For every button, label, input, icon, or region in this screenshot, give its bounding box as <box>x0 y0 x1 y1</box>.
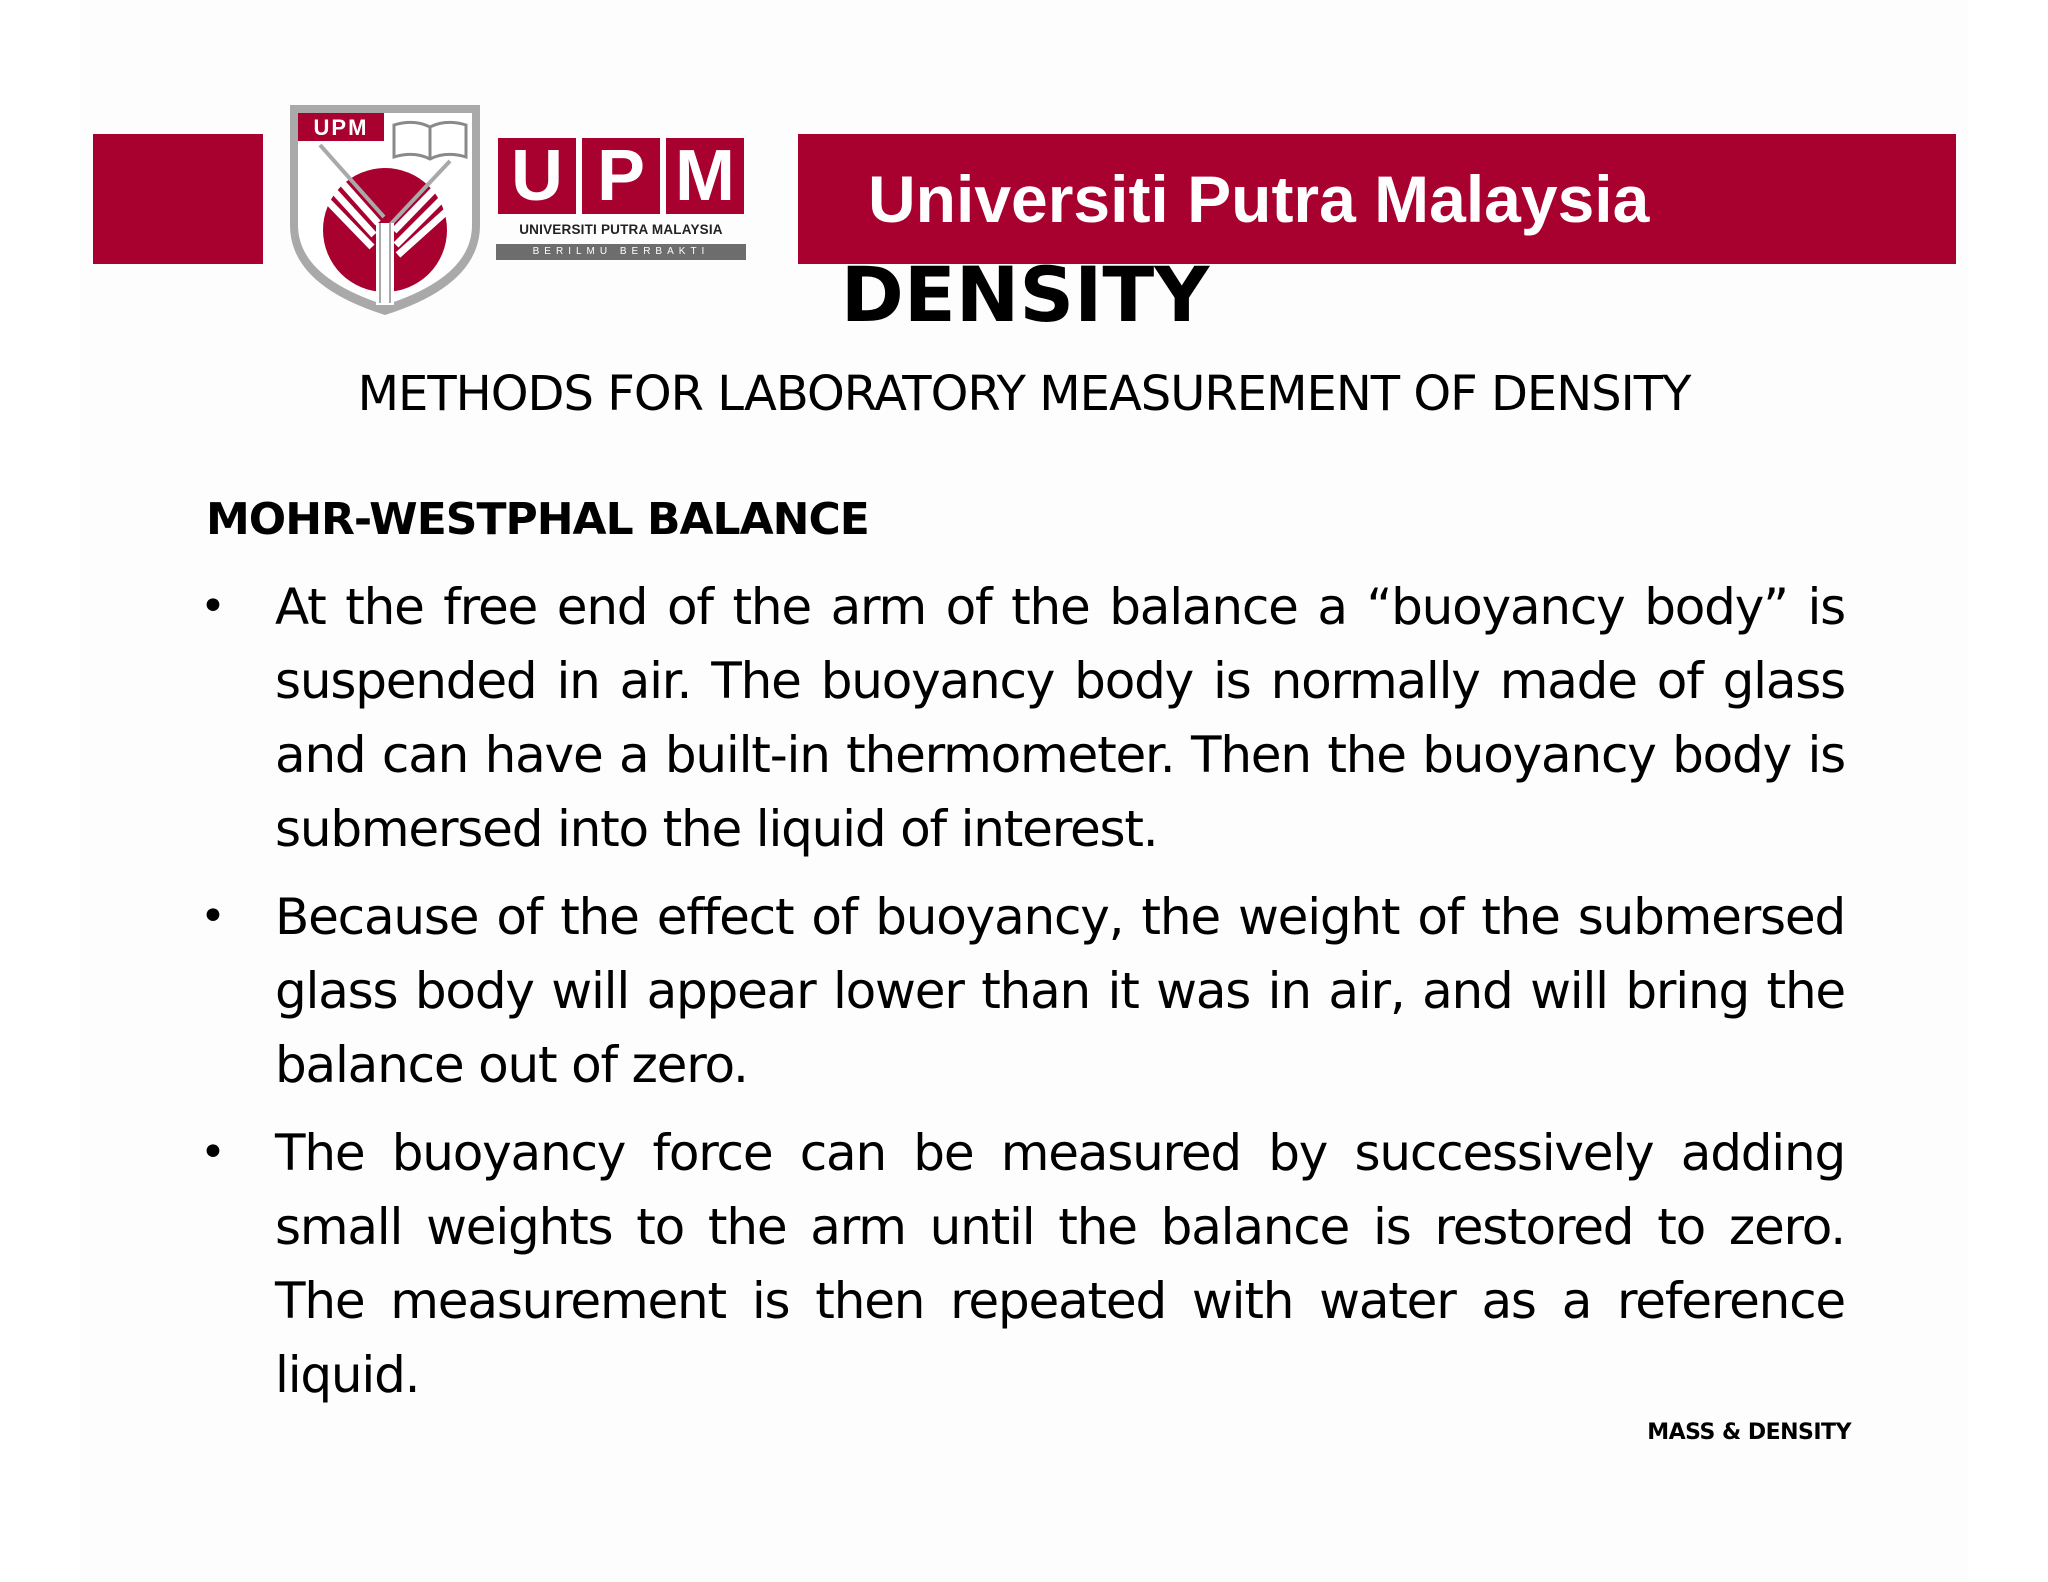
bullet-text: The buoyancy force can be measured by successively adding small weights to the arm until the balance is restored to zero. The measurement is then repeated with water as a reference liquid. <box>275 1124 1845 1404</box>
footer-label: MASS & DENSITY <box>1647 1420 1851 1445</box>
bullet-dot-icon: • <box>200 891 225 942</box>
slide-title-text: DENSITY <box>840 250 1210 339</box>
upm-logo-subtitle: UNIVERSITI PUTRA MALAYSIA <box>519 222 723 237</box>
bullet-text: Because of the effect of buoyancy, the weight of the submersed glass body will appear lower than it was in air, and will bring the balance out of zero. <box>275 888 1845 1094</box>
bullet-text: At the free end of the arm of the balance a “buoyancy body” is suspended in air. The buoyancy body is normally made of glass and can have a built-in thermometer. Then the buoyancy body is submersed into the liquid of interest. <box>275 578 1845 858</box>
upm-letters <box>496 134 746 218</box>
list-item <box>200 880 1845 1102</box>
bullet-dot-icon: • <box>200 581 225 632</box>
slide-title <box>0 245 2048 345</box>
crest-text: UPM <box>313 115 369 140</box>
list-item <box>200 1116 1845 1412</box>
university-name: Universiti Putra Malaysia <box>868 162 1650 236</box>
upm-letter-p: P <box>582 138 660 214</box>
list-item <box>200 570 1845 866</box>
section-heading: MOHR-WESTPHAL BALANCE <box>206 494 869 545</box>
upm-letter-m: M <box>666 138 744 214</box>
slide-subtitle: METHODS FOR LABORATORY MEASUREMENT OF DENSITY <box>357 366 1691 422</box>
bullet-list <box>200 570 1845 1426</box>
bullet-dot-icon: • <box>200 1127 225 1178</box>
upm-logo-motto: BERILMU BERBAKTI <box>496 244 746 260</box>
upm-letter-u: U <box>498 138 576 214</box>
